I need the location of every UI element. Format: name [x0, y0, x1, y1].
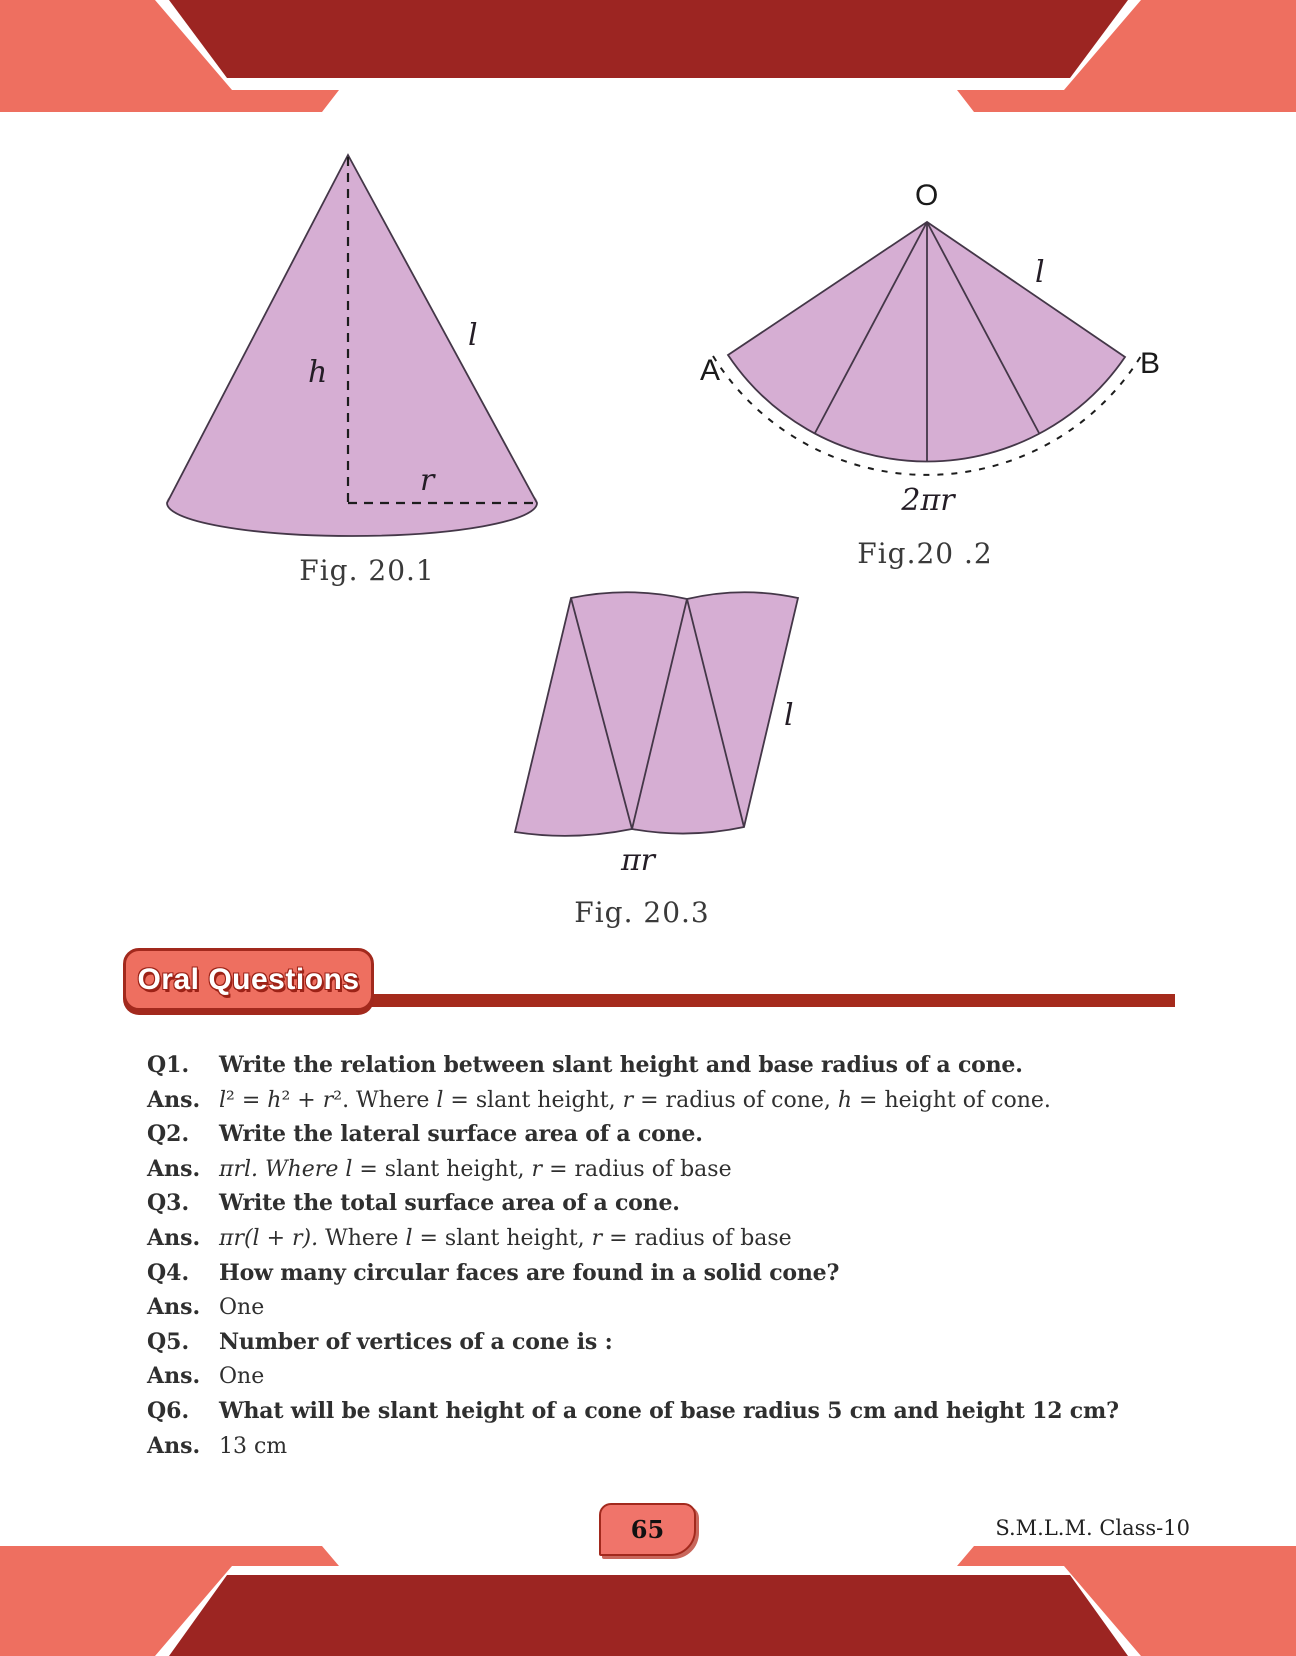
qa-row-text: Write the total surface area of a cone. [219, 1190, 680, 1217]
qa-row-label: Ans. [147, 1086, 201, 1113]
question-row [147, 1186, 1207, 1221]
qa-row-label: Ans. [147, 1294, 201, 1321]
answer-row [147, 1290, 1207, 1325]
strip-body [515, 592, 798, 836]
answer-row [147, 1359, 1207, 1394]
cone-label-r: r [420, 463, 435, 498]
qa-row-text: What will be slant height of a cone of base radius 5 cm and height 12 cm? [219, 1397, 1119, 1424]
figure-caption-1: Fig. 20.1 [299, 554, 435, 587]
strip-label-l: l [784, 698, 794, 733]
qa-row-text: One [219, 1295, 265, 1321]
cone-label-l: l [468, 318, 478, 353]
qa-row-text: Number of vertices of a cone is : [219, 1328, 613, 1355]
figure-sector [650, 160, 1210, 580]
figure-caption-2: Fig.20 .2 [857, 537, 993, 570]
section-rule [280, 994, 1175, 1007]
cone-label-h: h [308, 355, 328, 390]
answer-row [147, 1429, 1207, 1464]
section-heading-label: Oral Questions [137, 962, 360, 996]
header-decoration [0, 0, 1296, 120]
qa-row-text: πrl. Where l = slant height, r = radius of base [219, 1156, 732, 1182]
qa-row-label: Q6. [147, 1397, 190, 1424]
qa-row-text: Write the lateral surface area of a cone. [219, 1121, 703, 1148]
qa-row-label: Ans. [147, 1155, 201, 1182]
qa-list [147, 1048, 1207, 1463]
sector-label-l: l [1035, 255, 1045, 290]
qa-row-label: Ans. [147, 1432, 201, 1459]
edition-label: S.M.L.M. Class-10 [995, 1516, 1190, 1540]
question-row [147, 1394, 1207, 1429]
question-row [147, 1325, 1207, 1360]
footer-decoration [0, 1536, 1296, 1656]
qa-row-text: 13 cm [219, 1433, 288, 1459]
sector-label-O: O [915, 179, 939, 212]
question-row [147, 1256, 1207, 1291]
qa-row-text: πr(l + r). Where l = slant height, r = radius of base [219, 1225, 792, 1251]
qa-row-label: Q5. [147, 1328, 190, 1355]
strip-label-base: πr [620, 843, 656, 878]
question-row [147, 1117, 1207, 1152]
qa-row-label: Q4. [147, 1259, 190, 1286]
sector-label-A: A [700, 354, 721, 387]
answer-row [147, 1152, 1207, 1187]
qa-row-text: l² = h² + r². Where l = slant height, r = radius of cone, h = height of cone. [219, 1087, 1051, 1113]
cone-body [167, 155, 537, 536]
qa-row-label: Ans. [147, 1363, 201, 1390]
qa-row-text: How many circular faces are found in a solid cone? [219, 1259, 840, 1286]
qa-row-text: One [219, 1364, 265, 1390]
answer-row [147, 1083, 1207, 1118]
qa-row-label: Q1. [147, 1052, 190, 1078]
figure-cone [140, 140, 620, 600]
qa-row-label: Q3. [147, 1190, 190, 1217]
qa-row-text: Write the relation between slant height and base radius of a cone. [219, 1052, 1023, 1078]
figure-caption-3: Fig. 20.3 [574, 896, 710, 929]
question-row [147, 1048, 1207, 1083]
qa-row-label: Ans. [147, 1224, 201, 1251]
figure-strip [470, 560, 890, 940]
sector-label-arc: 2πr [901, 483, 955, 518]
section-heading-badge [123, 948, 374, 1011]
qa-row-label: Q2. [147, 1121, 190, 1148]
sector-label-B: B [1140, 347, 1161, 380]
page-number: 65 [630, 1515, 665, 1544]
answer-row [147, 1221, 1207, 1256]
